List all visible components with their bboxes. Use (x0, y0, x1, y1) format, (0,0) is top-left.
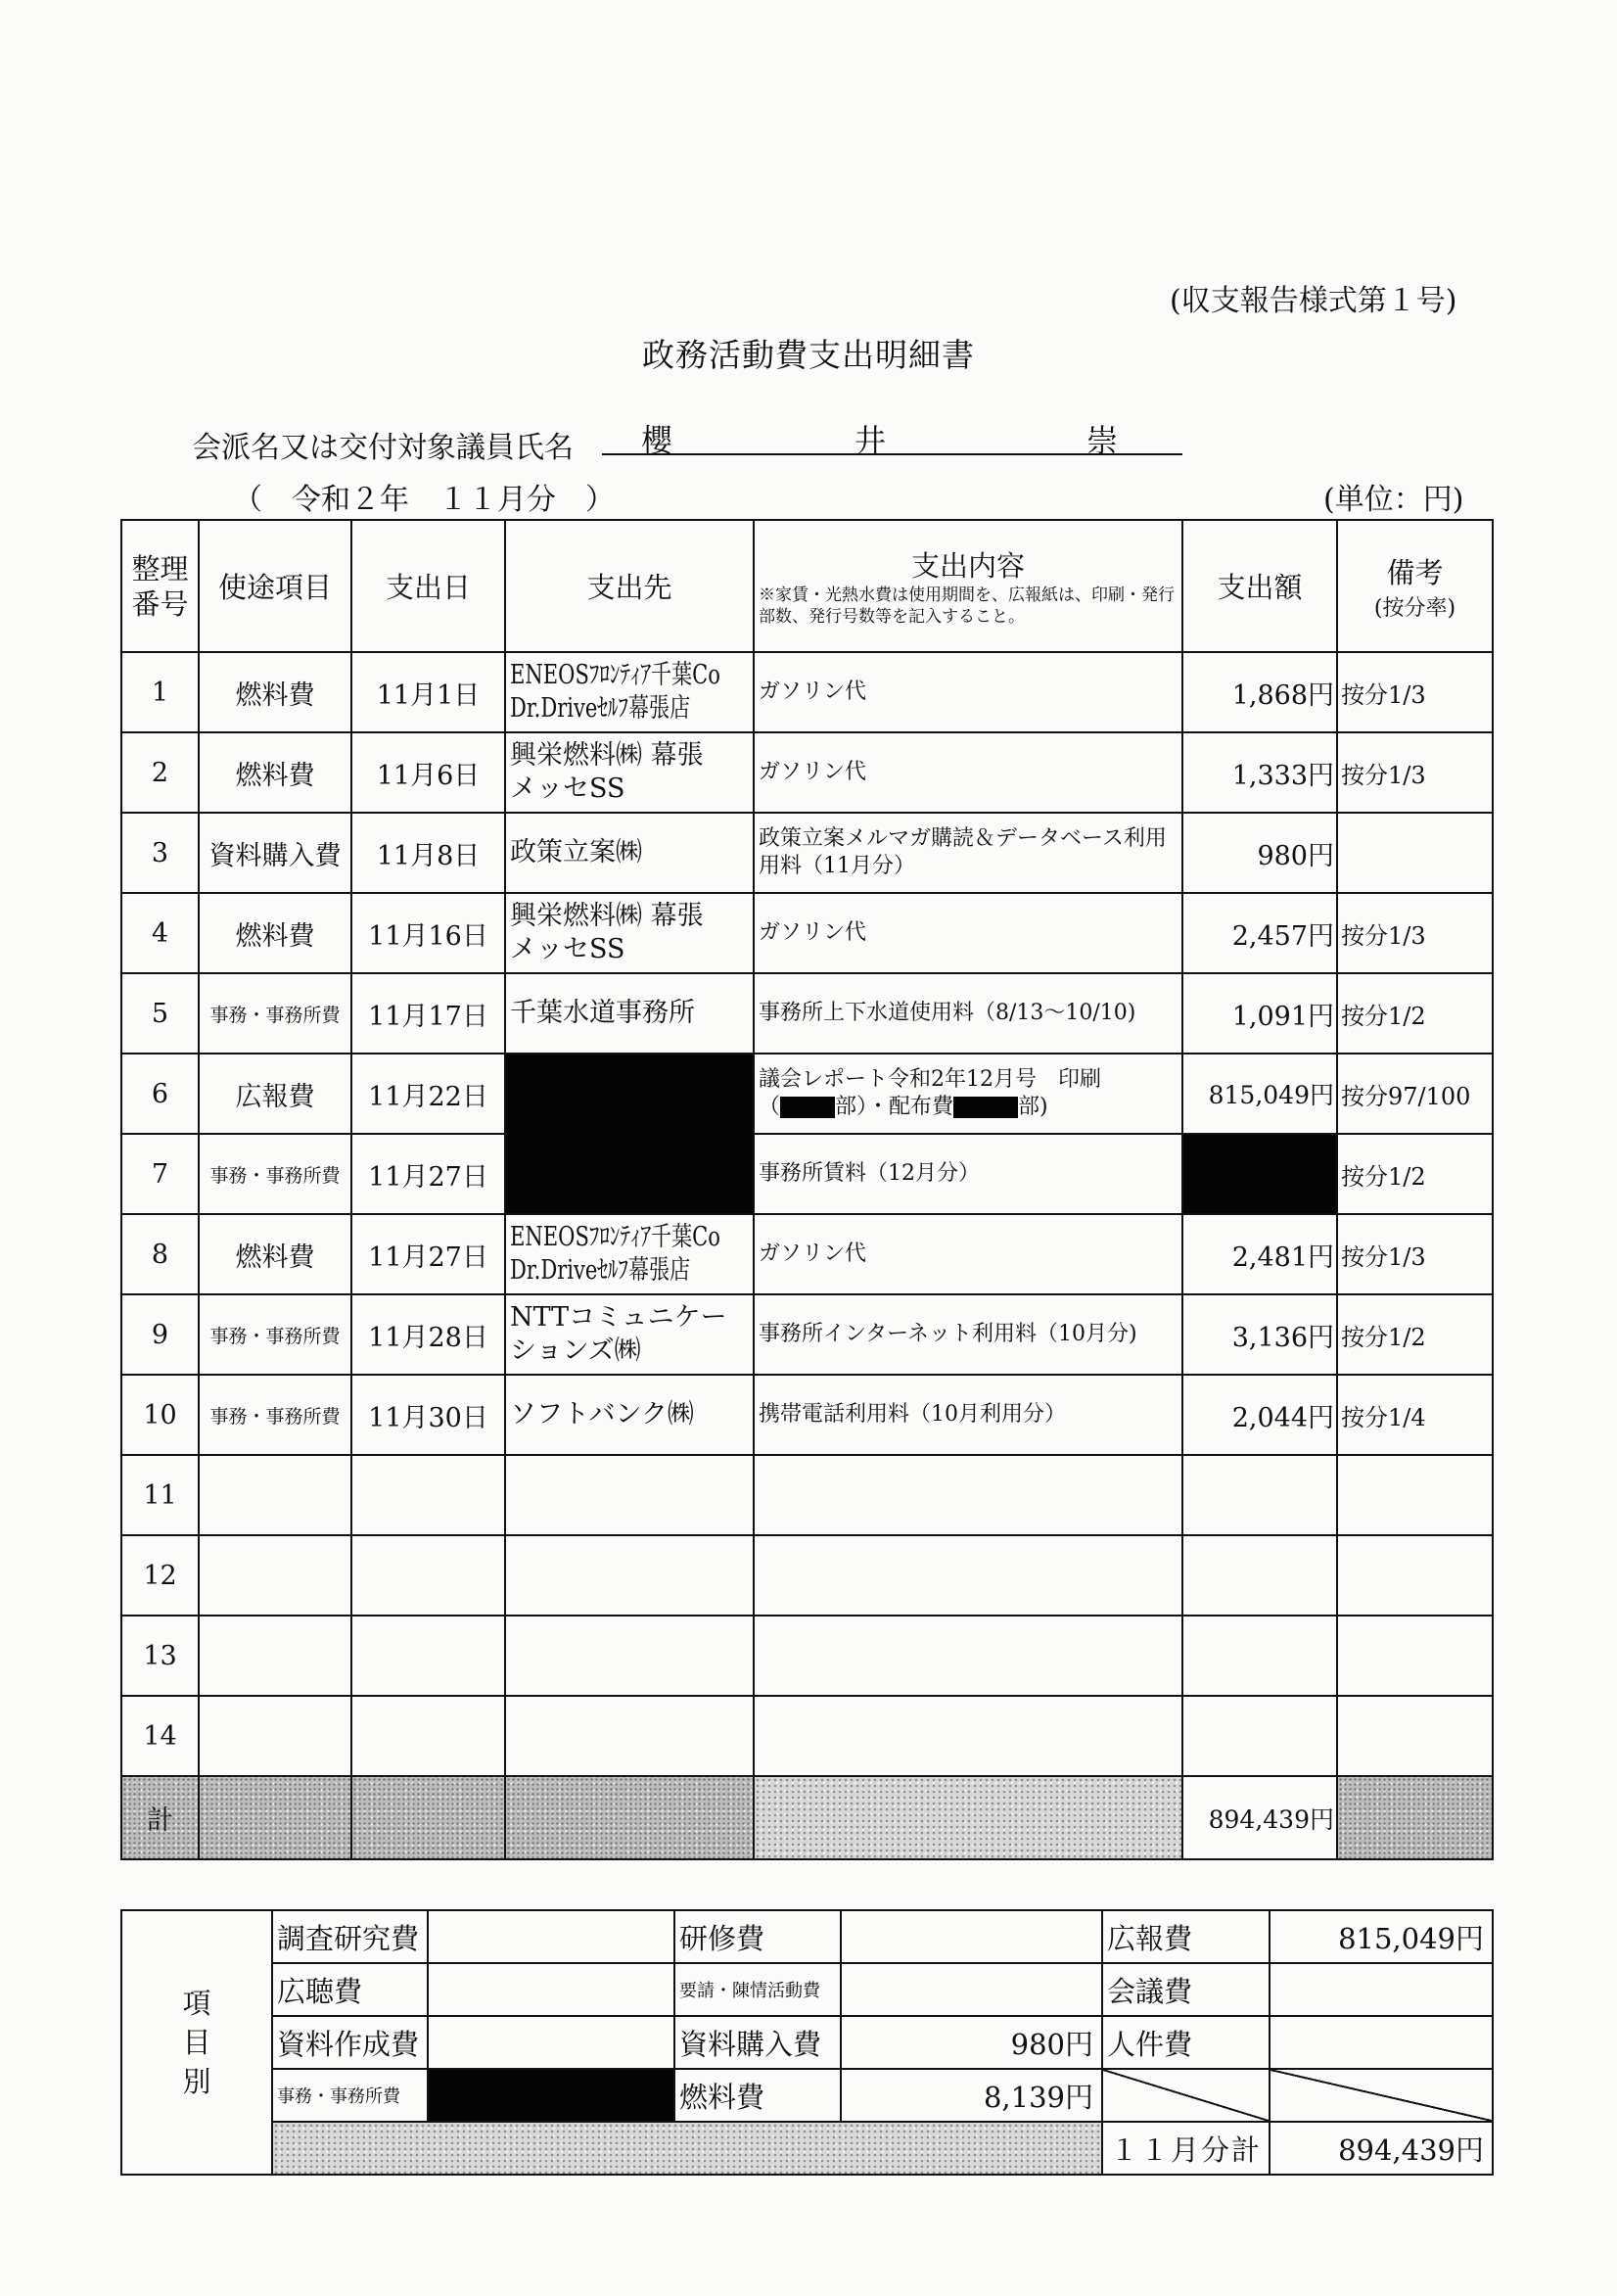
summary-value: 815,049円 (1270, 1910, 1493, 1963)
summary-label: 広聴費 (272, 1963, 428, 2016)
summary-label: 要請・陳情活動費 (674, 1963, 841, 2016)
row-content: 事務所賃料（12月分） (754, 1134, 1182, 1214)
table-row (121, 1134, 1493, 1214)
redacted-count (953, 1097, 1018, 1118)
row-content: ガソリン代 (754, 893, 1182, 973)
summary-label: 燃料費 (674, 2069, 841, 2122)
row-note (1337, 1535, 1493, 1616)
row-use: 資料購入費 (199, 813, 351, 893)
row-no: 1 (121, 652, 199, 732)
row-content: 政策立案メルマガ購読＆データベース利用用料（11月分） (754, 813, 1182, 893)
summary-value (841, 1963, 1102, 2016)
row-amount: 2,044円 (1182, 1375, 1337, 1455)
row-payee: ENEOSﾌﾛﾝﾃｨｱ千葉Co Dr.Driveｾﾙﾌ幕張店 (505, 652, 754, 732)
row-payee: 政策立案㈱ (505, 813, 754, 893)
summary-label: 資料購入費 (674, 2016, 841, 2069)
summary-label: 広報費 (1102, 1910, 1270, 1963)
table-row (121, 1616, 1493, 1696)
row-payee: NTTコミュニケー ションズ㈱ (505, 1294, 754, 1375)
row-date: 11月27日 (351, 1134, 505, 1214)
row-no: 10 (121, 1375, 199, 1455)
row-date: 11月8日 (351, 813, 505, 893)
row-content: 事務所上下水道使用料（8/13～10/10) (754, 973, 1182, 1054)
row-no: 6 (121, 1054, 199, 1134)
expense-table (120, 519, 1494, 1860)
row-date (351, 1535, 505, 1616)
header-remarks-sub: (按分率) (1373, 595, 1456, 621)
row-payee (505, 1616, 754, 1696)
row-date (351, 1696, 505, 1776)
row-use: 燃料費 (199, 893, 351, 973)
table-row (121, 1455, 1493, 1535)
total-amount: 894,439円 (1182, 1776, 1337, 1859)
summary-value-redacted (428, 2069, 674, 2122)
table-row (121, 1375, 1493, 1455)
page-title: 政務活動費支出明細書 (642, 336, 975, 374)
row-date (351, 1616, 505, 1696)
total-shaded-cell (1337, 1776, 1493, 1859)
period: （ 令和２年 １１月分 ） (233, 483, 615, 517)
summary-value (428, 1910, 674, 1963)
row-payee (505, 1535, 754, 1616)
member-label: 会派名又は交付対象議員氏名 (192, 431, 574, 465)
row-amount: 980円 (1182, 813, 1337, 893)
table-row (121, 1535, 1493, 1616)
table-row (121, 1294, 1493, 1375)
summary-shaded-cell (272, 2122, 1102, 2175)
row-amount: 1,868円 (1182, 652, 1337, 732)
row-note: 按分1/2 (1337, 1294, 1493, 1375)
row-note (1337, 813, 1493, 893)
row-use: 事務・事務所費 (199, 973, 351, 1054)
row-no: 9 (121, 1294, 199, 1375)
row-date: 11月16日 (351, 893, 505, 973)
summary-label: 人件費 (1102, 2016, 1270, 2069)
table-row (121, 652, 1493, 732)
month-total-value: 894,439円 (1270, 2122, 1493, 2175)
summary-row (121, 1963, 1493, 2016)
table-row (121, 732, 1493, 813)
row-date: 11月17日 (351, 973, 505, 1054)
summary-label: 調査研究費 (272, 1910, 428, 1963)
header-content (754, 520, 1182, 652)
row-payee (505, 1696, 754, 1776)
row-note: 按分1/4 (1337, 1375, 1493, 1455)
month-total-label: １１月分計 (1102, 2122, 1270, 2175)
row-note: 按分97/100 (1337, 1054, 1493, 1134)
summary-empty-crossed (1102, 2069, 1270, 2122)
header-amount: 支出額 (1182, 520, 1337, 652)
row-date: 11月1日 (351, 652, 505, 732)
row-no: 8 (121, 1214, 199, 1294)
row-no: 14 (121, 1696, 199, 1776)
header-content-note: ※家賃・光熱水費は使用期間を、広報紙は、印刷・発行部数、発行号数等を記入すること。 (759, 586, 1175, 627)
row-use (199, 1535, 351, 1616)
row-date: 11月6日 (351, 732, 505, 813)
row-payee: ソフトバンク㈱ (505, 1375, 754, 1455)
table-row (121, 1054, 1493, 1134)
row-use: 燃料費 (199, 652, 351, 732)
total-label: 計 (121, 1776, 199, 1859)
row-use: 燃料費 (199, 732, 351, 813)
row-date: 11月22日 (351, 1054, 505, 1134)
row-note: 按分1/3 (1337, 893, 1493, 973)
row-payee: 興栄燃料㈱ 幕張 メッセSS (505, 732, 754, 813)
summary-label: 事務・事務所費 (272, 2069, 428, 2122)
row-amount (1182, 1696, 1337, 1776)
table-row (121, 973, 1493, 1054)
row-no: 7 (121, 1134, 199, 1214)
row-no: 13 (121, 1616, 199, 1696)
table-row (121, 813, 1493, 893)
row-amount (1182, 1535, 1337, 1616)
row-content: ガソリン代 (754, 1214, 1182, 1294)
row-use (199, 1455, 351, 1535)
row-content: ガソリン代 (754, 652, 1182, 732)
row-amount (1182, 1616, 1337, 1696)
row-note (1337, 1455, 1493, 1535)
row-note (1337, 1696, 1493, 1776)
summary-value (1270, 2016, 1493, 2069)
row-content: 事務所インターネット利用料（10月分) (754, 1294, 1182, 1375)
member-name-part-2: 井 (855, 422, 887, 459)
header-row (121, 520, 1493, 652)
row-note: 按分1/3 (1337, 652, 1493, 732)
row-no: 2 (121, 732, 199, 813)
row-payee: 千葉水道事務所 (505, 973, 754, 1054)
row-content (754, 1616, 1182, 1696)
row-content: 携帯電話利用料（10月利用分） (754, 1375, 1182, 1455)
summary-row (121, 2069, 1493, 2122)
row-content: 議会レポート令和2年12月号 印刷 （ 部）・配布費 部) (754, 1054, 1182, 1134)
row-amount (1182, 1455, 1337, 1535)
total-shaded-cell (199, 1776, 351, 1859)
form-number: (収支報告様式第１号) (1170, 284, 1457, 318)
row-date (351, 1455, 505, 1535)
header-no: 整理番号 (121, 520, 199, 652)
summary-value (428, 1963, 674, 2016)
row-use: 事務・事務所費 (199, 1134, 351, 1214)
row-no: 4 (121, 893, 199, 973)
member-name-part-3: 崇 (1086, 422, 1119, 459)
table-row (121, 1214, 1493, 1294)
row-date: 11月27日 (351, 1214, 505, 1294)
summary-label: 資料作成費 (272, 2016, 428, 2069)
header-use: 使途項目 (199, 520, 351, 652)
row-note: 按分1/2 (1337, 1134, 1493, 1214)
redacted-count (780, 1097, 835, 1118)
row-content (754, 1696, 1182, 1776)
row-amount: 3,136円 (1182, 1294, 1337, 1375)
payee-redacted (505, 1054, 754, 1214)
summary-value: 8,139円 (841, 2069, 1102, 2122)
total-shaded-cell (754, 1776, 1182, 1859)
row-use: 事務・事務所費 (199, 1375, 351, 1455)
summary-value (428, 2016, 674, 2069)
row-amount: 2,481円 (1182, 1214, 1337, 1294)
row-content (754, 1455, 1182, 1535)
row-use: 燃料費 (199, 1214, 351, 1294)
row-content: ガソリン代 (754, 732, 1182, 813)
row-note: 按分1/3 (1337, 1214, 1493, 1294)
summary-row (121, 2016, 1493, 2069)
table-row (121, 893, 1493, 973)
row-use (199, 1616, 351, 1696)
summary-value (841, 1910, 1102, 1963)
summary-value (1270, 1963, 1493, 2016)
total-row (121, 1776, 1493, 1859)
header-payee: 支出先 (505, 520, 754, 652)
amount-redacted (1182, 1134, 1337, 1214)
row-use: 事務・事務所費 (199, 1294, 351, 1375)
row-use (199, 1696, 351, 1776)
row-use: 広報費 (199, 1054, 351, 1134)
summary-side-label: 項 目 別 (121, 1910, 272, 2175)
row-date: 11月28日 (351, 1294, 505, 1375)
total-shaded-cell (505, 1776, 754, 1859)
summary-label: 研修費 (674, 1910, 841, 1963)
row-payee (505, 1455, 754, 1535)
row-amount: 2,457円 (1182, 893, 1337, 973)
header-remarks: 備考 (按分率) (1337, 520, 1493, 652)
row-date: 11月30日 (351, 1375, 505, 1455)
summary-row (121, 1910, 1493, 1963)
row-content (754, 1535, 1182, 1616)
summary-empty-crossed (1270, 2069, 1493, 2122)
total-shaded-cell (351, 1776, 505, 1859)
table-row (121, 1696, 1493, 1776)
row-amount: 1,333円 (1182, 732, 1337, 813)
summary-row (121, 2122, 1493, 2175)
category-summary-table (120, 1909, 1494, 2176)
row-payee: ENEOSﾌﾛﾝﾃｨｱ千葉Co Dr.Driveｾﾙﾌ幕張店 (505, 1214, 754, 1294)
row-no: 5 (121, 973, 199, 1054)
row-note (1337, 1616, 1493, 1696)
row-amount: 1,091円 (1182, 973, 1337, 1054)
row-payee: 興栄燃料㈱ 幕張 メッセSS (505, 893, 754, 973)
row-no: 3 (121, 813, 199, 893)
header-content-title: 支出内容 (910, 549, 1025, 583)
row-no: 11 (121, 1455, 199, 1535)
header-date: 支出日 (351, 520, 505, 652)
summary-label: 会議費 (1102, 1963, 1270, 2016)
row-note: 按分1/2 (1337, 973, 1493, 1054)
unit-label: (単位：円) (1323, 483, 1464, 517)
row-no: 12 (121, 1535, 199, 1616)
member-name-part-1: 櫻 (641, 422, 673, 459)
row-note: 按分1/3 (1337, 732, 1493, 813)
summary-value: 980円 (841, 2016, 1102, 2069)
row-amount: 815,049円 (1182, 1054, 1337, 1134)
